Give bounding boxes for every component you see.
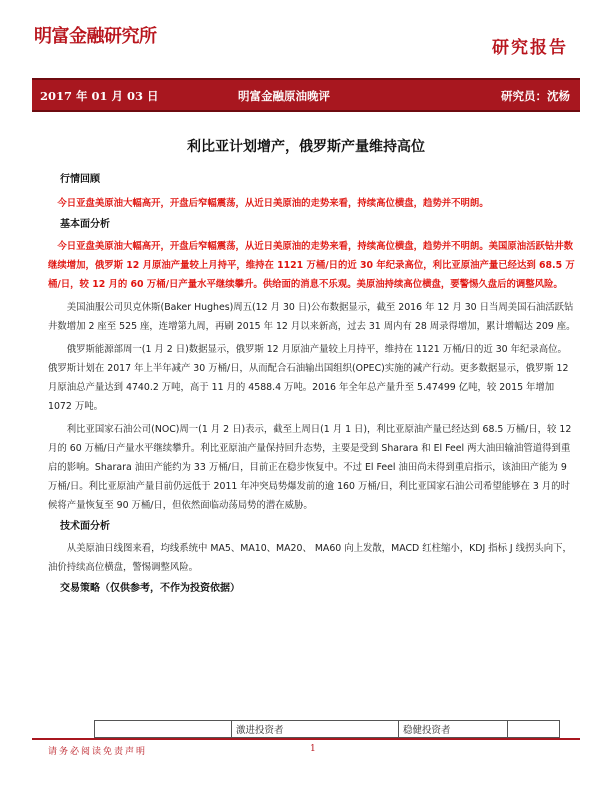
table-cell <box>95 721 232 738</box>
disclaimer-note: 请务必阅读免责声明 <box>48 747 148 757</box>
fundamental-highlight: 今日亚盘美原油大幅高开，开盘后窄幅震荡，从近日美原油的走势来看，持续高位横盘，趋势并不明朗。美国原油活跃钻井数继续增加，俄罗斯 12 月原油产量较上月持平，维持在 1121 万桶/日的近 30 年纪录高位，利比亚原油产量已经达到 68.5 万桶/日，较 12 月的 60 万桶/日产量水平继续攀升。供给面的消息不乐观。美原油持续高位横盘，要警惕久盘后的调整风险。 <box>48 241 575 290</box>
table-header-conservative: 稳健投资者 <box>399 721 508 738</box>
paragraph: 美国油服公司贝克休斯(Baker Hughes)周五(12 月 30 日)公布数据显示，截至 2016 年 12 月 30 日当周美国石油活跃钻井数增加 2 座至 525 座，连增第九周，再刷 2015 年 12 月以来新高，过去 31 周内有 28 周录得增加，累计增幅达 209 座。 <box>48 302 576 332</box>
author: 研究员：沈杨 <box>501 89 570 103</box>
technical-heading: 技术面分析 <box>60 521 110 532</box>
fundamental-heading: 基本面分析 <box>60 219 110 230</box>
table-cell <box>508 721 560 738</box>
report-body <box>48 172 576 597</box>
column-name: 明富金融原油晚评 <box>238 89 330 103</box>
table-row <box>95 721 560 738</box>
table-header-aggressive: 激进投资者 <box>232 721 399 738</box>
technical-text: 从美原油日线图来看，均线系统中 MA5、MA10、MA20、 MA60 向上发散，MACD 红柱缩小，KDJ 指标 J 线拐头向下，油价持续高位横盘，警惕调整风险。 <box>48 543 572 573</box>
market-review-heading: 行情回顾 <box>60 174 100 185</box>
paragraph: 俄罗斯能源部周一(1 月 2 日)数据显示，俄罗斯 12 月原油产量较上月持平，维持在 1121 万桶/日的近 30 年纪录高位。俄罗斯计划在 2017 年上半年减产 30 万桶/日，从而配合石油输出国组织(OPEC)实施的减产行动。更多数据显示，俄罗斯 12 月原油总产量达到 4740.2 万吨，高于 11 月的 4588.4 万吨。2016 年全年总产量升至 5.47499 亿吨，较 2015 年增加 1072 万吨。 <box>48 344 569 412</box>
strategy-table <box>94 720 560 738</box>
company-logo: 明富金融研究所 <box>34 26 157 47</box>
page-number: 1 <box>310 744 316 754</box>
footer-divider <box>32 738 580 740</box>
strategy-heading: 交易策略（仅供参考，不作为投资依据） <box>60 583 240 594</box>
market-review-text: 今日亚盘美原油大幅高开，开盘后窄幅震荡，从近日美原油的走势来看，持续高位横盘，趋势并不明朗。 <box>57 198 489 209</box>
report-type-label: 研究报告 <box>492 38 568 58</box>
report-date: 2017 年 01 月 03 日 <box>40 89 159 103</box>
header-banner <box>32 78 580 112</box>
paragraph: 利比亚国家石油公司(NOC)周一(1 月 2 日)表示，截至上周日(1 月 1 日)，利比亚原油产量已经达到 68.5 万桶/日，较 12 月的 60 万桶/日产量水平继续攀升。利比亚原油产量保持回升态势，主要是受到 Sharara 和 El Feel 两大油田输油管道得到重启的影响。Sharara 油田产能约为 33 万桶/日，目前正在稳步恢复中。不过 El Feel 油田尚未得到重启指示，该油田产能为 9 万桶/日。利比亚原油产量目前仍远低于 2011 年冲突局势爆发前的逾 160 万桶/日，利比亚国家石油公司希望能够在 3 月的时候将产量恢复至 90 万桶/日，但依然面临动荡局势的潜在威胁。 <box>48 424 572 511</box>
document-title: 利比亚计划增产，俄罗斯产量维持高位 <box>187 139 425 155</box>
